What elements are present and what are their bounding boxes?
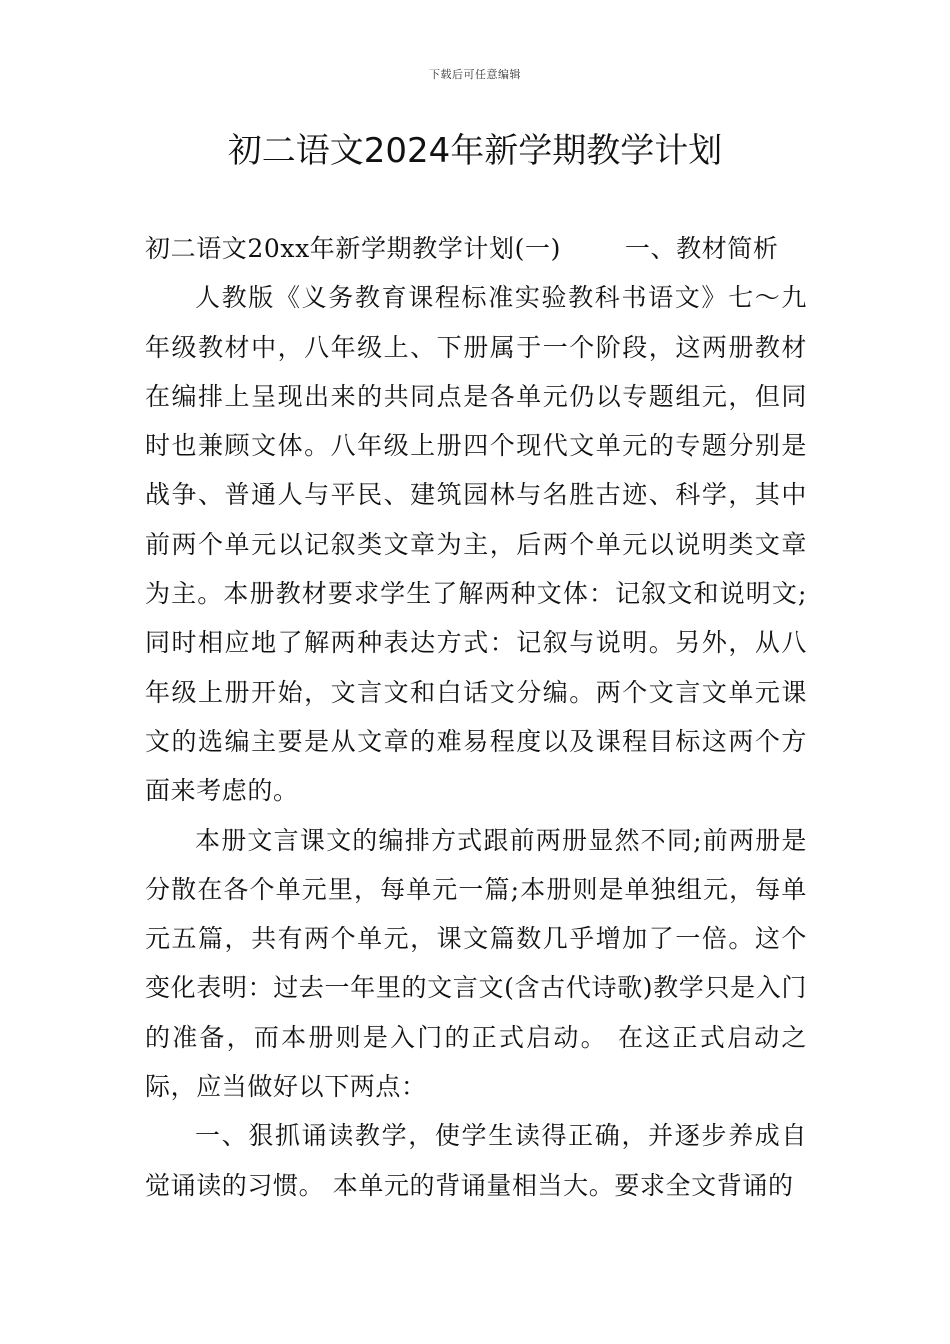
- paragraph-textbook-analysis: 人教版《义务教育课程标准实验教科书语文》七～九年级教材中，八年级上、下册属于一个阶段，这两册教材在编排上呈现出来的共同点是各单元仍以专题组元，但同时也兼顾文体。八年级上册四个现代文单元的专题分别是战争、普通人与平民、建筑园林与名胜古迹、科学，其中前两个单元以记叙类文章为主，后两个单元以说明类文章为主。本册教材要求学生了解两种文体：记叙文和说明文;同时相应地了解两种表达方式：记叙与说明。另外，从八年级上册开始，文言文和白话文分编。两个文言文单元课文的选编主要是从文章的难易程度以及课程目标这两个方面来考虑的。: [145, 283, 807, 806]
- intro-heading: 初二语文20xx年新学期教学计划(一): [145, 234, 561, 263]
- intro-line: [145, 224, 807, 273]
- document-body: [145, 224, 807, 1210]
- document-title: 初二语文2024年新学期教学计划: [227, 131, 723, 171]
- paragraph-classical-arrangement: 本册文言课文的编排方式跟前两册显然不同;前两册是分散在各个单元里，每单元一篇;本册则是单独组元，每单元五篇，共有两个单元，课文篇数几乎增加了一倍。这个变化表明：过去一年里的文言文(含古代诗歌)教学只是入门的准备，而本册则是入门的正式启动。 在这正式启动之际，应当做好以下两点：: [145, 825, 807, 1102]
- download-note: 下载后可任意编辑: [429, 68, 521, 81]
- paragraph-recitation-teaching: 一、狠抓诵读教学，使学生读得正确，并逐步养成自觉诵读的习惯。 本单元的背诵量相当大。要求全文背诵的: [145, 1121, 807, 1200]
- section-heading: 一、教材简析: [624, 234, 779, 263]
